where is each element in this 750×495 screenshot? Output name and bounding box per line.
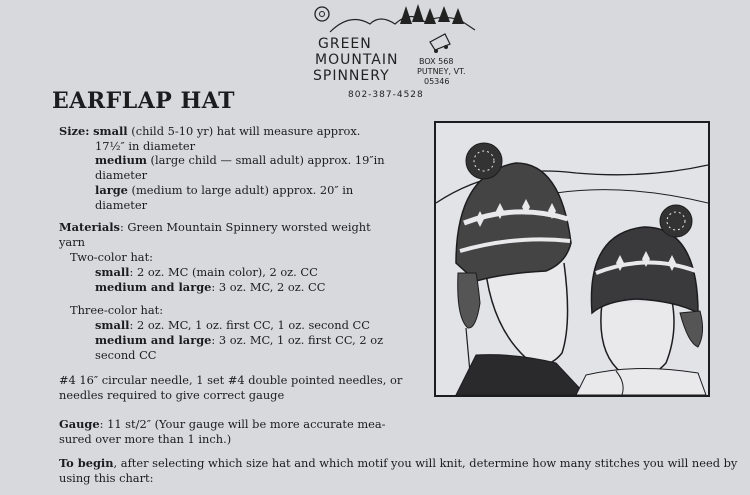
logo-phone: 802-387-4528	[348, 90, 424, 100]
three-color-second-cc: second CC	[95, 348, 157, 362]
gauge-line-2: sured over more than 1 inch.)	[59, 432, 232, 446]
size-large-diameter: diameter	[95, 198, 148, 212]
gauge-line	[59, 417, 386, 432]
two-color-small	[95, 265, 318, 280]
logo-address-city: PUTNEY, VT.	[417, 67, 466, 76]
two-color-ml-term: medium and large	[95, 280, 212, 294]
size-line-1	[59, 124, 360, 139]
size-small-diameter: 17½″ in diameter	[95, 139, 196, 153]
needles-line-2: needles required to give correct gauge	[59, 388, 285, 402]
gauge-label: Gauge	[59, 417, 100, 431]
three-color-ml-desc: : 3 oz. MC, 1 oz. first CC, 2 oz	[211, 333, 384, 347]
begin-line	[59, 456, 737, 471]
two-color-ml-desc: : 3 oz. MC, 2 oz. CC	[211, 280, 326, 294]
three-color-small-term: small	[95, 318, 130, 332]
three-color-small	[95, 318, 370, 333]
logo-address-box: BOX 568	[419, 57, 454, 66]
size-large-desc: (medium to large adult) approx. 20″ in	[127, 183, 354, 197]
materials-line	[59, 220, 371, 235]
logo-green: GREEN	[318, 36, 372, 52]
materials-desc: : Green Mountain Spinnery worsted weight	[119, 220, 371, 234]
materials-label: Materials	[59, 220, 120, 234]
size-medium-desc: (large child — small adult) approx. 19″in	[146, 153, 385, 167]
earflap-hat-illustration	[436, 123, 708, 395]
size-medium-term: medium	[95, 153, 147, 167]
two-color-medium-large	[95, 280, 325, 295]
hat-illustration-frame	[434, 121, 710, 397]
size-small-desc: (child 5-10 yr) hat will measure approx.	[127, 124, 361, 138]
three-color-heading: Three-color hat:	[70, 303, 164, 317]
size-line-large	[95, 183, 353, 198]
begin-line-2: using this chart:	[59, 471, 154, 485]
logo-spinnery: SPINNERY	[313, 68, 390, 84]
two-color-small-term: small	[95, 265, 130, 279]
logo-mountain: MOUNTAIN	[315, 52, 399, 68]
size-large-term: large	[95, 183, 128, 197]
size-small-term: small	[93, 124, 128, 138]
size-label: Size:	[59, 124, 90, 138]
begin-desc: , after selecting which size hat and which motif you will knit, determine how many stitches you will need by	[113, 456, 738, 470]
needles-line-1: #4 16″ circular needle, 1 set #4 double pointed needles, or	[59, 373, 403, 387]
materials-yarn: yarn	[59, 235, 86, 249]
begin-label: To begin	[59, 456, 114, 470]
size-medium-diameter: diameter	[95, 168, 148, 182]
gauge-desc: : 11 st/2″ (Your gauge will be more accurate mea-	[99, 417, 386, 431]
logo-address-zip: 05346	[424, 77, 450, 86]
page-title: EARFLAP HAT	[52, 88, 236, 114]
three-color-small-desc: : 2 oz. MC, 1 oz. first CC, 1 oz. second CC	[129, 318, 370, 332]
three-color-medium-large	[95, 333, 383, 348]
two-color-small-desc: : 2 oz. MC (main color), 2 oz. CC	[129, 265, 318, 279]
two-color-heading: Two-color hat:	[70, 250, 153, 264]
three-color-ml-term: medium and large	[95, 333, 212, 347]
size-line-medium	[95, 153, 385, 168]
